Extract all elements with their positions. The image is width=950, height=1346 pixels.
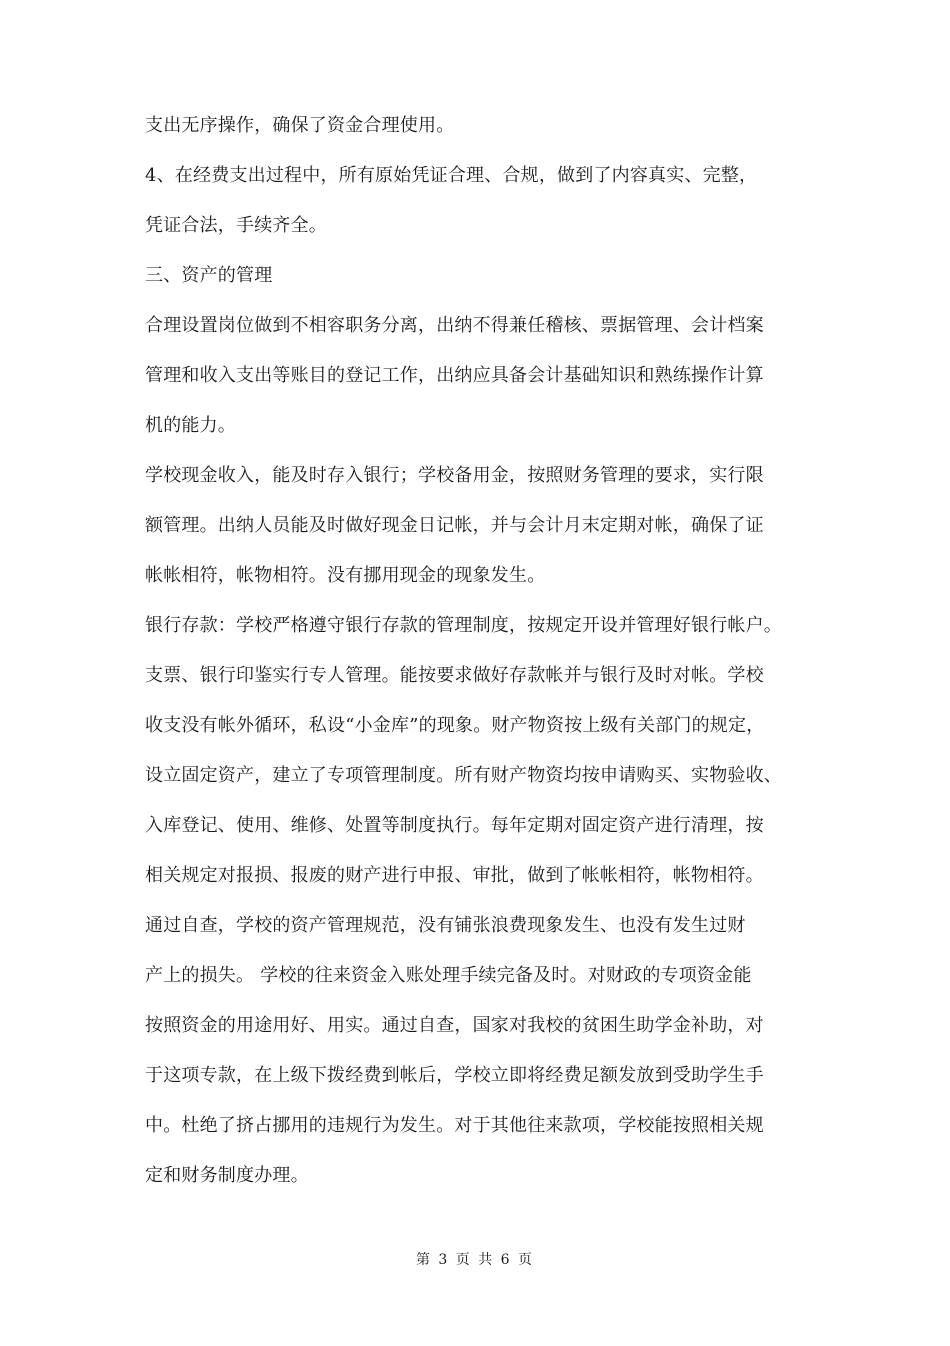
text-line: 收支没有帐外循环，私设“小金库”的现象。财产物资按上级有关部门的规定， [145,715,765,736]
page-footer: 第 3 页 共 6 页 [415,1252,535,1268]
text-line: 支出无序操作，确保了资金合理使用。 [145,115,455,136]
text-line: 入库登记、使用、维修、处置等制度执行。每年定期对固定资产进行清理，按 [145,815,764,836]
text-line: 设立固定资产，建立了专项管理制度。所有财产物资均按申请购买、实物验收、 [145,765,782,786]
text-line: 凭证合法，手续齐全。 [145,215,327,236]
text-line: 按照资金的用途用好、用实。通过自查，国家对我校的贫困生助学金补助，对 [145,1015,764,1036]
text-line: 帐帐相符，帐物相符。没有挪用现金的现象发生。 [145,565,546,586]
text-line: 中。杜绝了挤占挪用的违规行为发生。对于其他往来款项，学校能按照相关规 [145,1115,764,1136]
text-line: 合理设置岗位做到不相容职务分离，出纳不得兼任稽核、票据管理、会计档案 [145,315,764,336]
text-line: 4、在经费支出过程中，所有原始凭证合理、合规，做到了内容真实、完整， [145,165,758,186]
text-line: 支票、银行印鉴实行专人管理。能按要求做好存款帐并与银行及时对帐。学校 [145,665,764,686]
text-line: 通过自查，学校的资产管理规范，没有铺张浪费现象发生、也没有发生过财 [145,915,746,936]
text-line: 机的能力。 [145,415,236,436]
text-line: 额管理。出纳人员能及时做好现金日记帐，并与会计月末定期对帐，确保了证 [145,515,764,536]
text-line: 管理和收入支出等账目的登记工作，出纳应具备会计基础知识和熟练操作计算 [145,365,764,386]
text-line: 定和财务制度办理。 [145,1165,309,1186]
text-line: 于这项专款，在上级下拨经费到帐后，学校立即将经费足额发放到受助学生手 [145,1065,764,1086]
section-heading: 三、资产的管理 [145,265,273,286]
text-line: 相关规定对报损、报废的财产进行申报、审批，做到了帐帐相符，帐物相符。 [145,865,764,886]
text-line: 学校现金收入，能及时存入银行；学校备用金，按照财务管理的要求，实行限 [145,465,764,486]
text-line: 银行存款：学校严格遵守银行存款的管理制度，按规定开设并管理好银行帐户。 [145,615,782,636]
text-line: 产上的损失。 学校的往来资金入账处理手续完备及时。对财政的专项资金能 [145,965,752,986]
